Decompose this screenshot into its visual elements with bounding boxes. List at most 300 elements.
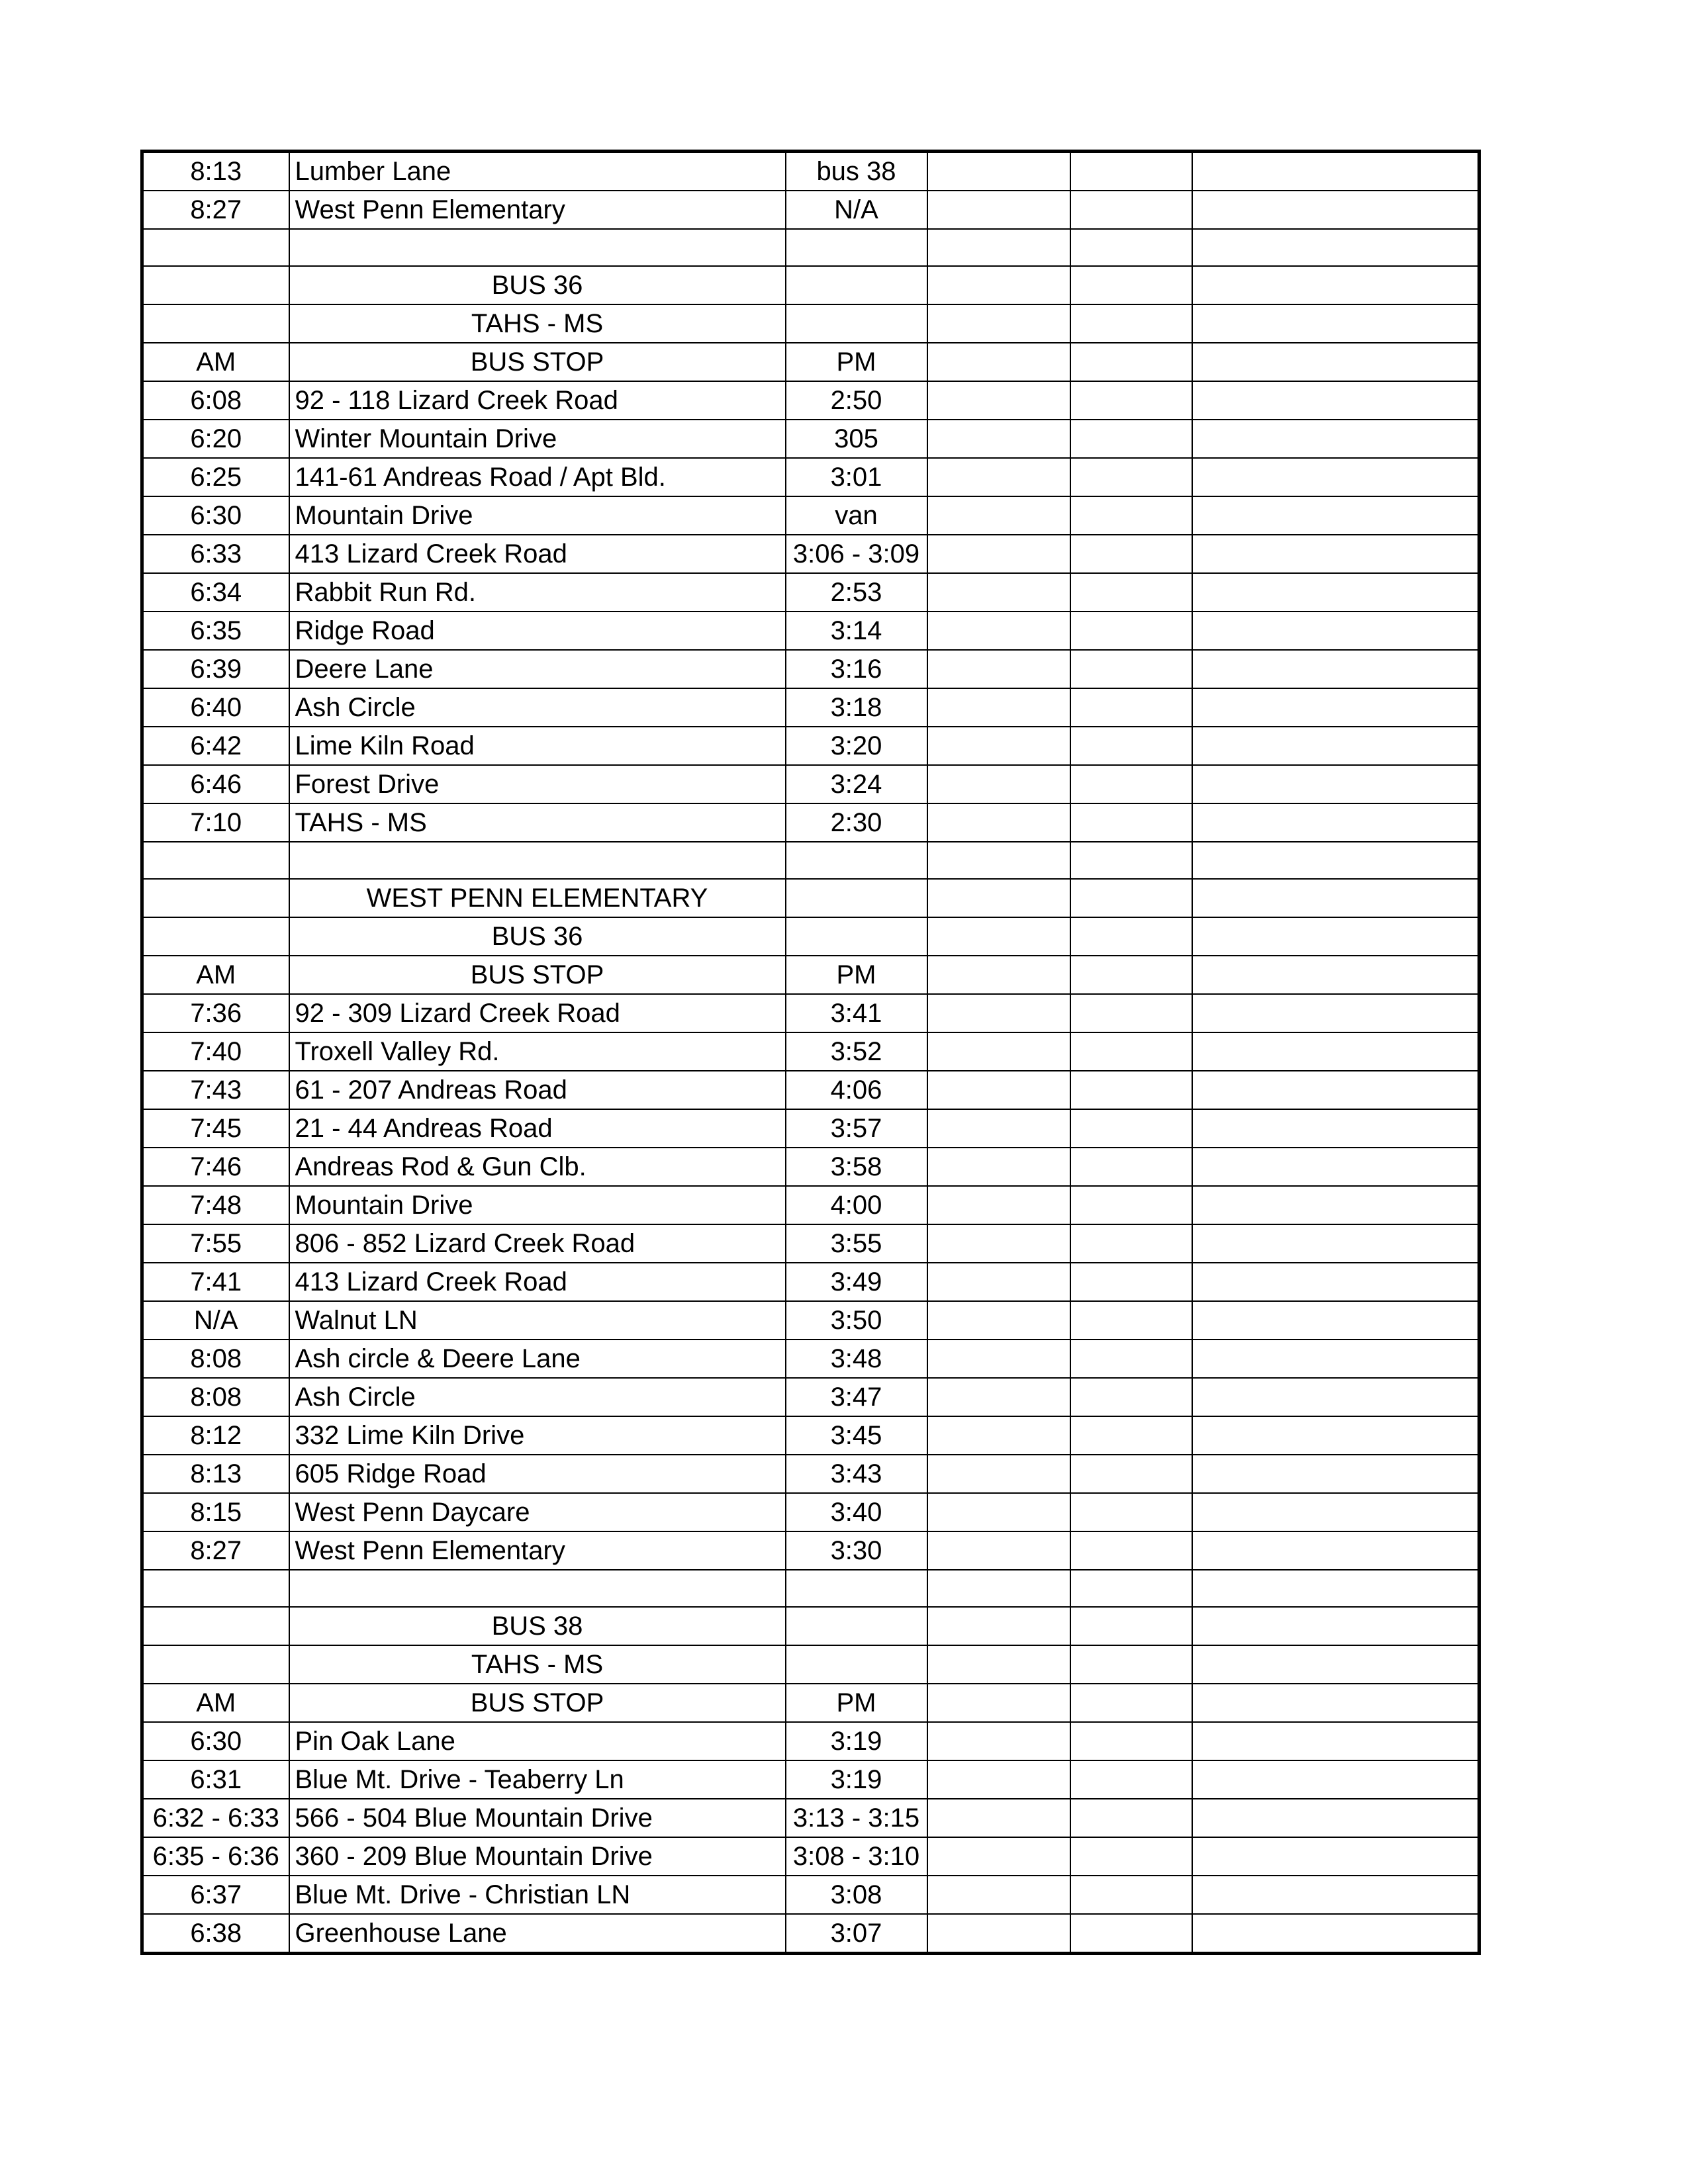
stop-row <box>142 1493 1479 1531</box>
empty-cell <box>1070 1186 1192 1224</box>
bus-stop-cell: West Penn Elementary <box>289 191 786 229</box>
bus-stop-cell: Mountain Drive <box>289 496 786 535</box>
empty-cell <box>1192 727 1479 765</box>
empty-cell <box>927 1071 1070 1109</box>
bus-stop-cell: Ash Circle <box>289 1378 786 1416</box>
section-header-row <box>142 304 1479 343</box>
empty-cell <box>1192 650 1479 688</box>
pm-time-cell: 3:52 <box>786 1032 927 1071</box>
bus-stop-cell: 61 - 207 Andreas Road <box>289 1071 786 1109</box>
pm-time-cell: 3:58 <box>786 1148 927 1186</box>
spacer-row <box>142 229 1479 266</box>
pm-time-cell: N/A <box>786 191 927 229</box>
am-time-cell: 7:55 <box>142 1224 289 1263</box>
pm-time-cell: 3:08 <box>786 1876 927 1914</box>
empty-cell <box>927 994 1070 1032</box>
empty-cell <box>1192 496 1479 535</box>
empty-cell <box>1192 458 1479 496</box>
pm-time-cell: van <box>786 496 927 535</box>
empty-cell <box>927 650 1070 688</box>
pm-time-cell: 3:43 <box>786 1455 927 1493</box>
empty-cell <box>927 1186 1070 1224</box>
bus-stop-cell: 92 - 309 Lizard Creek Road <box>289 994 786 1032</box>
am-time-cell: 7:45 <box>142 1109 289 1148</box>
am-time-cell: 7:41 <box>142 1263 289 1301</box>
bus-stop-cell: Blue Mt. Drive - Teaberry Ln <box>289 1760 786 1799</box>
bus-stop-cell: Greenhouse Lane <box>289 1914 786 1954</box>
section-title: WEST PENN ELEMENTARY <box>289 879 786 917</box>
empty-cell <box>1192 1109 1479 1148</box>
section-title: TAHS - MS <box>289 1645 786 1684</box>
empty-cell <box>927 1340 1070 1378</box>
empty-cell <box>1070 688 1192 727</box>
am-column-header: AM <box>142 343 289 381</box>
pm-time-cell: 3:01 <box>786 458 927 496</box>
empty-cell <box>1192 1148 1479 1186</box>
empty-cell <box>927 1876 1070 1914</box>
empty-cell <box>1070 191 1192 229</box>
stop-row <box>142 1224 1479 1263</box>
empty-cell <box>927 879 1070 917</box>
empty-cell <box>1070 1455 1192 1493</box>
empty-cell <box>927 765 1070 803</box>
empty-cell <box>927 1531 1070 1570</box>
empty-cell <box>927 1301 1070 1340</box>
bus-stop-cell: 605 Ridge Road <box>289 1455 786 1493</box>
empty-cell <box>1192 688 1479 727</box>
empty-cell <box>1070 420 1192 458</box>
am-time-cell: 7:10 <box>142 803 289 842</box>
empty-cell <box>927 191 1070 229</box>
empty-cell <box>1192 1876 1479 1914</box>
stop-row <box>142 1263 1479 1301</box>
empty-cell <box>927 1109 1070 1148</box>
am-cell <box>142 917 289 956</box>
section-title: BUS 36 <box>289 917 786 956</box>
pm-time-cell: 3:16 <box>786 650 927 688</box>
empty-cell <box>927 1032 1070 1071</box>
empty-cell <box>1070 1071 1192 1109</box>
stop-row <box>142 994 1479 1032</box>
am-cell <box>142 879 289 917</box>
stop-row <box>142 420 1479 458</box>
empty-cell <box>1192 917 1479 956</box>
pm-cell <box>786 229 927 266</box>
empty-cell <box>927 1837 1070 1876</box>
empty-cell <box>1070 496 1192 535</box>
am-cell <box>142 266 289 304</box>
empty-cell <box>927 842 1070 879</box>
am-time-cell: N/A <box>142 1301 289 1340</box>
section-title: BUS 38 <box>289 1607 786 1645</box>
am-time-cell: 8:08 <box>142 1340 289 1378</box>
stop-row <box>142 1186 1479 1224</box>
empty-cell <box>1192 1263 1479 1301</box>
stop-row <box>142 1032 1479 1071</box>
pm-time-cell: 3:19 <box>786 1722 927 1760</box>
pm-cell <box>786 879 927 917</box>
empty-cell <box>927 496 1070 535</box>
am-time-cell: 6:37 <box>142 1876 289 1914</box>
stop-row <box>142 1876 1479 1914</box>
empty-cell <box>927 266 1070 304</box>
empty-cell <box>1070 917 1192 956</box>
am-time-cell: 8:13 <box>142 152 289 191</box>
am-time-cell: 6:35 - 6:36 <box>142 1837 289 1876</box>
am-cell <box>142 1607 289 1645</box>
empty-cell <box>1070 879 1192 917</box>
empty-cell <box>1192 266 1479 304</box>
pm-time-cell: 3:13 - 3:15 <box>786 1799 927 1837</box>
bus-stop-cell: Rabbit Run Rd. <box>289 573 786 612</box>
pm-column-header: PM <box>786 956 927 994</box>
empty-cell <box>927 381 1070 420</box>
am-cell <box>142 304 289 343</box>
column-header-row <box>142 1684 1479 1722</box>
empty-cell <box>927 304 1070 343</box>
pm-cell <box>786 1570 927 1607</box>
empty-cell <box>1192 1455 1479 1493</box>
schedule-body <box>142 152 1479 1954</box>
bus-stop-cell: 413 Lizard Creek Road <box>289 1263 786 1301</box>
pm-cell <box>786 266 927 304</box>
am-time-cell: 6:32 - 6:33 <box>142 1799 289 1837</box>
pm-time-cell: 2:53 <box>786 573 927 612</box>
empty-cell <box>927 1148 1070 1186</box>
pm-time-cell: 2:30 <box>786 803 927 842</box>
empty-cell <box>1070 650 1192 688</box>
empty-cell <box>1192 1340 1479 1378</box>
bus-stop-cell: 566 - 504 Blue Mountain Drive <box>289 1799 786 1837</box>
am-time-cell: 6:39 <box>142 650 289 688</box>
bus-stop-cell: 360 - 209 Blue Mountain Drive <box>289 1837 786 1876</box>
empty-cell <box>927 1645 1070 1684</box>
empty-cell <box>1070 956 1192 994</box>
empty-cell <box>927 229 1070 266</box>
empty-cell <box>927 1799 1070 1837</box>
am-time-cell: 6:42 <box>142 727 289 765</box>
stop-row <box>142 191 1479 229</box>
stop-row <box>142 1071 1479 1109</box>
pm-time-cell: 3:49 <box>786 1263 927 1301</box>
section-title: BUS 36 <box>289 266 786 304</box>
empty-cell <box>1192 1493 1479 1531</box>
pm-time-cell: 3:55 <box>786 1224 927 1263</box>
bus-stop-column-header: BUS STOP <box>289 343 786 381</box>
am-time-cell: 7:48 <box>142 1186 289 1224</box>
empty-cell <box>927 688 1070 727</box>
empty-cell <box>1192 1416 1479 1455</box>
bus-stop-cell <box>289 1570 786 1607</box>
pm-time-cell: 3:40 <box>786 1493 927 1531</box>
empty-cell <box>1070 1760 1192 1799</box>
empty-cell <box>1070 1684 1192 1722</box>
empty-cell <box>1192 1032 1479 1071</box>
section-header-row <box>142 1645 1479 1684</box>
empty-cell <box>1192 1186 1479 1224</box>
bus-stop-cell: Lime Kiln Road <box>289 727 786 765</box>
am-time-cell: 6:08 <box>142 381 289 420</box>
pm-cell <box>786 1607 927 1645</box>
stop-row <box>142 803 1479 842</box>
empty-cell <box>1192 1531 1479 1570</box>
stop-row <box>142 1914 1479 1954</box>
empty-cell <box>1192 1378 1479 1416</box>
bus-stop-column-header: BUS STOP <box>289 1684 786 1722</box>
empty-cell <box>1192 879 1479 917</box>
pm-time-cell: 3:20 <box>786 727 927 765</box>
section-header-row <box>142 1607 1479 1645</box>
empty-cell <box>927 458 1070 496</box>
bus-stop-cell: Andreas Rod & Gun Clb. <box>289 1148 786 1186</box>
empty-cell <box>1070 1224 1192 1263</box>
bus-stop-cell: Winter Mountain Drive <box>289 420 786 458</box>
empty-cell <box>927 1570 1070 1607</box>
pm-time-cell: 3:06 - 3:09 <box>786 535 927 573</box>
empty-cell <box>1070 1301 1192 1340</box>
bus-stop-cell: West Penn Elementary <box>289 1531 786 1570</box>
am-time-cell: 6:30 <box>142 496 289 535</box>
pm-time-cell: 3:50 <box>786 1301 927 1340</box>
bus-stop-cell: Walnut LN <box>289 1301 786 1340</box>
pm-time-cell: 3:30 <box>786 1531 927 1570</box>
am-time-cell: 7:43 <box>142 1071 289 1109</box>
pm-time-cell: 3:48 <box>786 1340 927 1378</box>
stop-row <box>142 1760 1479 1799</box>
bus-stop-column-header: BUS STOP <box>289 956 786 994</box>
am-cell <box>142 1645 289 1684</box>
bus-stop-cell <box>289 229 786 266</box>
empty-cell <box>1070 1416 1192 1455</box>
empty-cell <box>1070 573 1192 612</box>
empty-cell <box>1070 343 1192 381</box>
bus-stop-cell: 806 - 852 Lizard Creek Road <box>289 1224 786 1263</box>
stop-row <box>142 650 1479 688</box>
empty-cell <box>1192 994 1479 1032</box>
pm-time-cell: 4:00 <box>786 1186 927 1224</box>
pm-cell <box>786 304 927 343</box>
bus-stop-cell: 141-61 Andreas Road / Apt Bld. <box>289 458 786 496</box>
pm-time-cell: 3:14 <box>786 612 927 650</box>
am-time-cell: 6:30 <box>142 1722 289 1760</box>
am-time-cell: 6:34 <box>142 573 289 612</box>
empty-cell <box>927 1378 1070 1416</box>
empty-cell <box>1192 1722 1479 1760</box>
bus-stop-cell: 413 Lizard Creek Road <box>289 535 786 573</box>
empty-cell <box>1070 842 1192 879</box>
am-time-cell: 7:36 <box>142 994 289 1032</box>
stop-row <box>142 1837 1479 1876</box>
stop-row <box>142 381 1479 420</box>
stop-row <box>142 612 1479 650</box>
section-header-row <box>142 266 1479 304</box>
bus-stop-cell: Forest Drive <box>289 765 786 803</box>
pm-time-cell: 3:07 <box>786 1914 927 1954</box>
empty-cell <box>1070 1493 1192 1531</box>
empty-cell <box>1070 1876 1192 1914</box>
empty-cell <box>1192 381 1479 420</box>
empty-cell <box>1192 1071 1479 1109</box>
column-header-row <box>142 343 1479 381</box>
empty-cell <box>1070 229 1192 266</box>
bus-stop-cell: 21 - 44 Andreas Road <box>289 1109 786 1148</box>
empty-cell <box>1070 765 1192 803</box>
empty-cell <box>927 956 1070 994</box>
bus-stop-cell: Ash circle & Deere Lane <box>289 1340 786 1378</box>
empty-cell <box>1070 1032 1192 1071</box>
pm-time-cell: 3:41 <box>786 994 927 1032</box>
empty-cell <box>1070 1109 1192 1148</box>
am-time-cell: 6:35 <box>142 612 289 650</box>
am-time-cell: 6:33 <box>142 535 289 573</box>
pm-time-cell: 3:19 <box>786 1760 927 1799</box>
am-time-cell: 8:12 <box>142 1416 289 1455</box>
am-time-cell: 6:38 <box>142 1914 289 1954</box>
section-header-row <box>142 917 1479 956</box>
empty-cell <box>1070 994 1192 1032</box>
stop-row <box>142 1378 1479 1416</box>
empty-cell <box>927 573 1070 612</box>
empty-cell <box>1070 1531 1192 1570</box>
empty-cell <box>1070 1914 1192 1954</box>
empty-cell <box>1192 229 1479 266</box>
stop-row <box>142 1799 1479 1837</box>
empty-cell <box>1070 1148 1192 1186</box>
empty-cell <box>927 917 1070 956</box>
empty-cell <box>1070 612 1192 650</box>
bus-stop-cell: Mountain Drive <box>289 1186 786 1224</box>
empty-cell <box>1192 1607 1479 1645</box>
empty-cell <box>1192 1914 1479 1954</box>
am-time-cell: 6:20 <box>142 420 289 458</box>
bus-stop-cell: Lumber Lane <box>289 152 786 191</box>
bus-stop-cell: Troxell Valley Rd. <box>289 1032 786 1071</box>
pm-column-header: PM <box>786 1684 927 1722</box>
stop-row <box>142 688 1479 727</box>
am-time-cell: 6:40 <box>142 688 289 727</box>
empty-cell <box>1192 803 1479 842</box>
empty-cell <box>927 612 1070 650</box>
empty-cell <box>1070 1378 1192 1416</box>
stop-row <box>142 152 1479 191</box>
empty-cell <box>927 1684 1070 1722</box>
empty-cell <box>1192 535 1479 573</box>
stop-row <box>142 535 1479 573</box>
empty-cell <box>1070 1340 1192 1378</box>
am-cell <box>142 1570 289 1607</box>
bus-stop-cell: Ridge Road <box>289 612 786 650</box>
section-header-row <box>142 879 1479 917</box>
empty-cell <box>927 1760 1070 1799</box>
empty-cell <box>927 1722 1070 1760</box>
empty-cell <box>927 1224 1070 1263</box>
empty-cell <box>927 803 1070 842</box>
stop-row <box>142 1109 1479 1148</box>
pm-cell <box>786 842 927 879</box>
am-time-cell: 6:46 <box>142 765 289 803</box>
empty-cell <box>1070 727 1192 765</box>
empty-cell <box>1192 573 1479 612</box>
bus-schedule-table <box>140 150 1481 1955</box>
stop-row <box>142 1455 1479 1493</box>
empty-cell <box>927 1607 1070 1645</box>
empty-cell <box>1070 152 1192 191</box>
am-time-cell: 7:40 <box>142 1032 289 1071</box>
pm-time-cell: bus 38 <box>786 152 927 191</box>
empty-cell <box>927 420 1070 458</box>
stop-row <box>142 1301 1479 1340</box>
empty-cell <box>1070 1645 1192 1684</box>
bus-stop-cell: West Penn Daycare <box>289 1493 786 1531</box>
empty-cell <box>927 535 1070 573</box>
stop-row <box>142 727 1479 765</box>
empty-cell <box>927 343 1070 381</box>
empty-cell <box>1070 803 1192 842</box>
pm-time-cell: 3:18 <box>786 688 927 727</box>
bus-stop-cell: Pin Oak Lane <box>289 1722 786 1760</box>
stop-row <box>142 765 1479 803</box>
empty-cell <box>1192 1224 1479 1263</box>
pm-cell <box>786 1645 927 1684</box>
pm-time-cell: 305 <box>786 420 927 458</box>
empty-cell <box>1192 765 1479 803</box>
pm-column-header: PM <box>786 343 927 381</box>
empty-cell <box>1192 1301 1479 1340</box>
empty-cell <box>927 152 1070 191</box>
empty-cell <box>1070 535 1192 573</box>
am-time-cell: 7:46 <box>142 1148 289 1186</box>
empty-cell <box>927 1493 1070 1531</box>
stop-row <box>142 1722 1479 1760</box>
am-time-cell: 8:13 <box>142 1455 289 1493</box>
empty-cell <box>1192 420 1479 458</box>
empty-cell <box>1070 458 1192 496</box>
pm-cell <box>786 917 927 956</box>
empty-cell <box>1070 1570 1192 1607</box>
am-time-cell: 6:31 <box>142 1760 289 1799</box>
empty-cell <box>1192 1837 1479 1876</box>
bus-stop-cell: Ash Circle <box>289 688 786 727</box>
bus-stop-cell: Deere Lane <box>289 650 786 688</box>
empty-cell <box>1192 343 1479 381</box>
pm-time-cell: 3:45 <box>786 1416 927 1455</box>
empty-cell <box>1192 191 1479 229</box>
empty-cell <box>1192 304 1479 343</box>
empty-cell <box>1070 1837 1192 1876</box>
empty-cell <box>927 1416 1070 1455</box>
am-time-cell: 8:27 <box>142 191 289 229</box>
empty-cell <box>1192 1799 1479 1837</box>
empty-cell <box>1070 1799 1192 1837</box>
section-title: TAHS - MS <box>289 304 786 343</box>
am-time-cell: 8:27 <box>142 1531 289 1570</box>
stop-row <box>142 573 1479 612</box>
am-cell <box>142 842 289 879</box>
pm-time-cell: 3:47 <box>786 1378 927 1416</box>
stop-row <box>142 1340 1479 1378</box>
pm-time-cell: 3:08 - 3:10 <box>786 1837 927 1876</box>
am-cell <box>142 229 289 266</box>
stop-row <box>142 1531 1479 1570</box>
empty-cell <box>1192 956 1479 994</box>
empty-cell <box>1070 1722 1192 1760</box>
bus-stop-cell: Blue Mt. Drive - Christian LN <box>289 1876 786 1914</box>
empty-cell <box>1070 1263 1192 1301</box>
empty-cell <box>1192 1645 1479 1684</box>
empty-cell <box>1192 1760 1479 1799</box>
stop-row <box>142 496 1479 535</box>
am-time-cell: 6:25 <box>142 458 289 496</box>
